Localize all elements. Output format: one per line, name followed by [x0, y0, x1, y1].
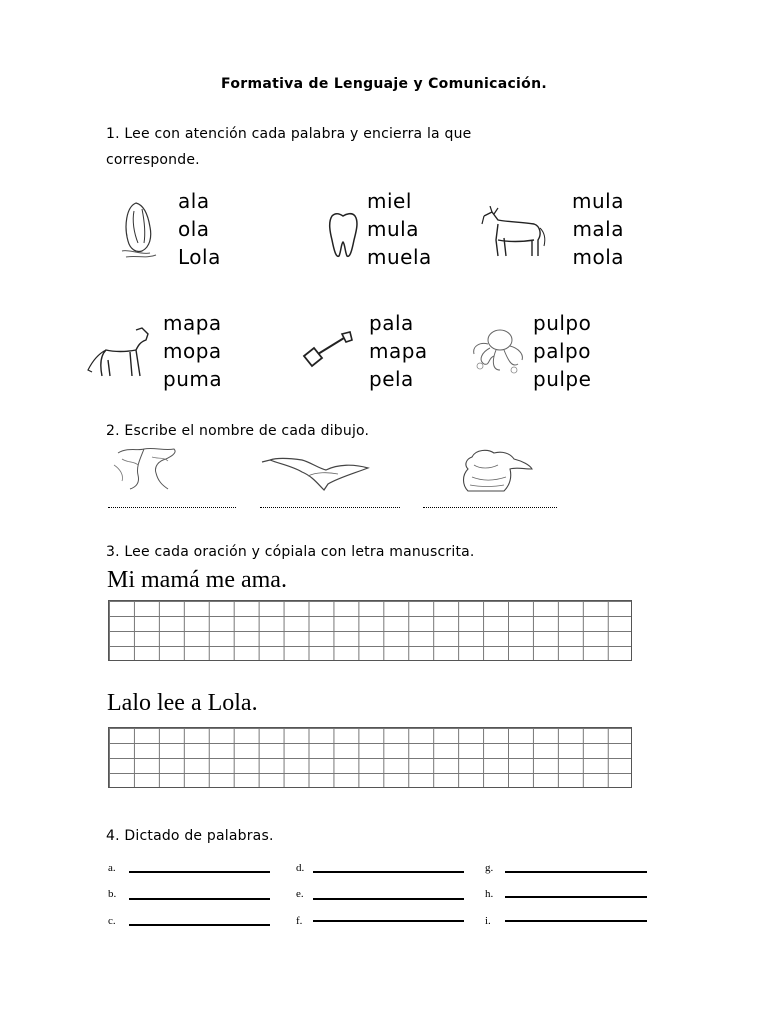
- dictation-label-i: i.: [485, 915, 491, 927]
- answer-line-2[interactable]: [260, 507, 400, 508]
- word-4-2: mopa: [163, 339, 222, 363]
- dictation-label-f: f.: [296, 915, 303, 927]
- dictation-line-d[interactable]: [313, 871, 464, 873]
- dictation-label-g: g.: [485, 862, 494, 874]
- question-1-line-1: 1. Lee con atención cada palabra y encierra la que: [106, 126, 472, 142]
- word-1-3: Lola: [178, 245, 221, 269]
- dictation-line-g[interactable]: [505, 871, 647, 873]
- question-4: 4. Dictado de palabras.: [106, 828, 274, 844]
- dictation-label-h: h.: [485, 888, 494, 900]
- word-2-1: miel: [367, 189, 412, 213]
- word-5-3: pela: [369, 367, 414, 391]
- word-3-3: mola: [572, 245, 624, 269]
- dictation-line-c[interactable]: [129, 924, 270, 926]
- word-4-1: mapa: [163, 311, 222, 335]
- word-5-2: mapa: [369, 339, 428, 363]
- sentence-2: Lalo lee a Lola.: [107, 690, 258, 716]
- dictation-label-a: a.: [108, 862, 116, 874]
- tooth-icon: [326, 210, 360, 260]
- word-2-3: muela: [367, 245, 432, 269]
- word-6-3: pulpe: [533, 367, 592, 391]
- dictation-line-a[interactable]: [129, 871, 270, 873]
- shovel-icon: [300, 330, 356, 370]
- octopus-icon: [468, 326, 530, 376]
- dictation-label-d: d.: [296, 862, 305, 874]
- word-3-1: mula: [572, 189, 624, 213]
- word-4-3: puma: [163, 367, 223, 391]
- dictation-line-i[interactable]: [505, 920, 647, 922]
- bird-icon: [258, 450, 370, 492]
- word-2-2: mula: [367, 217, 419, 241]
- word-6-1: pulpo: [533, 311, 592, 335]
- bear-icon: [454, 447, 536, 493]
- mule-icon: [478, 206, 548, 260]
- dictation-line-e[interactable]: [313, 898, 464, 900]
- whale-icon: [116, 197, 168, 259]
- question-3: 3. Lee cada oración y cópiala con letra manuscrita.: [106, 544, 475, 560]
- dictation-line-b[interactable]: [129, 898, 270, 900]
- dictation-line-h[interactable]: [505, 896, 647, 898]
- writing-grid-2[interactable]: [108, 727, 632, 788]
- word-1-2: ola: [178, 217, 210, 241]
- word-1-1: ala: [178, 189, 210, 213]
- word-5-1: pala: [369, 311, 414, 335]
- answer-line-1[interactable]: [108, 507, 236, 508]
- question-2: 2. Escribe el nombre de cada dibujo.: [106, 423, 370, 439]
- page-title: Formativa de Lenguaje y Comunicación.: [221, 76, 547, 92]
- word-6-2: palpo: [533, 339, 591, 363]
- dictation-label-c: c.: [108, 915, 116, 927]
- answer-line-3[interactable]: [423, 507, 557, 508]
- dictation-label-e: e.: [296, 888, 304, 900]
- writing-grid-1[interactable]: [108, 600, 632, 661]
- question-1-line-2: corresponde.: [106, 152, 200, 168]
- sentence-1: Mi mamá me ama.: [107, 567, 287, 593]
- dictation-line-f[interactable]: [313, 920, 464, 922]
- puma-icon: [86, 326, 156, 380]
- dictation-label-b: b.: [108, 888, 117, 900]
- word-3-2: mala: [572, 217, 624, 241]
- tree-icon: [108, 445, 186, 491]
